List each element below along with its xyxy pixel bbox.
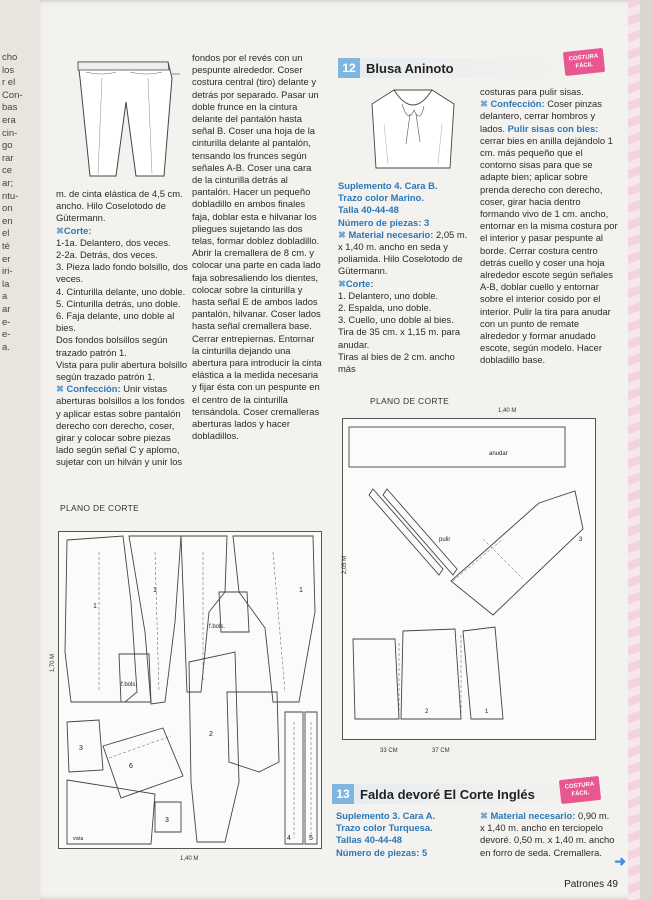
left-page-word: a. — [2, 341, 10, 353]
list-item: 1. Delantero, uno doble. — [338, 289, 439, 301]
costura-facil-badge: COSTURA FÁCIL — [563, 48, 605, 76]
left-page-word: la — [2, 278, 10, 290]
pants-illustration — [72, 58, 182, 178]
piece-label: 1 — [153, 587, 157, 594]
page-number: 49 — [606, 879, 618, 890]
piece-label: pulir — [439, 537, 451, 543]
plano-left-label: PLANO DE CORTE — [60, 503, 140, 513]
left-page-word: los — [2, 64, 15, 76]
piece-label: 6 — [129, 763, 133, 770]
list-item: 3. Pieza lado fondo bolsillo, dos veces. — [56, 261, 188, 285]
section-13-tallas: Tallas 40-44-48 — [336, 834, 403, 846]
section-13-supplement: Suplemento 3. Cara A. — [336, 810, 436, 821]
left-page-word: cho — [2, 52, 18, 63]
list-item: Dos fondos bolsillos según trazado patrón 1. — [56, 334, 168, 358]
material-heading: Material necesario: — [348, 228, 434, 240]
magazine-page — [40, 0, 640, 900]
magazine-name: Patrones — [564, 879, 605, 890]
col4-intro: costuras para pulir sisas. — [480, 86, 584, 97]
plano-left-height: 1,70 M — [50, 653, 57, 673]
page-edge-decoration — [628, 0, 640, 900]
list-item: 2. Espalda, uno doble. — [338, 302, 432, 314]
page-footer — [564, 879, 618, 890]
section-12-tallas: Talla 40-44-48 — [338, 204, 399, 216]
section-13-trazo: Trazo color Turquesa. — [336, 822, 433, 834]
cutting-layout-left — [58, 531, 322, 849]
list-item: 3. Cuello, uno doble al bies. — [338, 314, 454, 326]
plano-left-width: 1,40 M — [180, 856, 199, 862]
section-12-heading: Blusa Aninoto — [366, 60, 454, 76]
list-item: Vista para pulir abertura bolsillo según trazado patrón 1. — [56, 358, 188, 383]
plano-right-width: 1,40 M — [498, 408, 517, 414]
left-page-word: bas — [2, 102, 18, 114]
piece-label: 1 — [485, 709, 489, 715]
pulir-heading: Pulir sisas con bies: — [507, 122, 599, 134]
list-item: 4. Cinturilla delante, uno doble. — [56, 285, 186, 297]
list-item: 5. Cinturilla detrás, uno doble. — [56, 297, 181, 309]
plano-right-height: 2,05 M — [342, 555, 349, 575]
piece-label: anudar — [489, 451, 508, 457]
left-page-word: era — [2, 115, 16, 126]
list-item: Tiras al bies de 2 cm. ancho más — [338, 350, 455, 375]
left-page-word: cin- — [2, 127, 18, 139]
left-page-word: ce — [2, 165, 13, 177]
section-12-title — [338, 58, 454, 78]
section-13-title — [332, 784, 535, 804]
section-12-piezas: Número de piezas: 3 — [338, 216, 430, 228]
blouse-illustration — [358, 84, 468, 170]
section-13-details — [336, 810, 476, 859]
left-page-word: el — [2, 228, 10, 240]
piece-label: 2 — [209, 731, 213, 738]
left-page-edge — [0, 0, 40, 900]
left-page-word: go — [2, 140, 13, 152]
corte-list — [338, 290, 472, 375]
left-page-word: r el — [2, 77, 16, 89]
dim-right: 37 CM — [432, 748, 450, 754]
column-3: Suplemento 4. Cara B. Trazo color Marino. Talla 40-44-48 Número de piezas: 3 ✖ Material necesario: 2,05 m. x 1,40 m. ancho en seda y poliamida. Hilo Coselotodo de Gütermann. ✖Corte: 1. Delantero, uno doble. 2. Espalda, uno doble. 3. Cuello, uno doble al bies. Tira de 35 cm. x 1,15 m. para anudar. Tiras al bies de 2 cm. ancho más — [338, 180, 472, 375]
material-heading: Material necesario: — [490, 810, 576, 821]
piece-label: 3 — [579, 537, 583, 543]
piece-label: 3 — [165, 817, 169, 824]
left-page-word: té — [2, 241, 10, 252]
left-page-word: iri- — [2, 266, 13, 278]
left-page-word: rar — [2, 152, 14, 164]
plano-right-label: PLANO DE CORTE — [370, 396, 450, 406]
piece-label: 5 — [309, 835, 313, 842]
corte-heading: Corte: — [63, 224, 92, 236]
left-page-word: ntu- — [2, 190, 19, 202]
piece-label: f.bols. — [209, 624, 226, 630]
piece-label: 4 — [287, 835, 291, 842]
list-item: 6. Faja delante, uno doble al bies. — [56, 310, 175, 334]
piece-label: 3 — [79, 745, 83, 752]
col4-text2: Coser pinzas delantero, cerrar hombros y lados. — [480, 98, 602, 134]
corte-heading: Corte: — [345, 277, 374, 289]
dim-left: 33 CM — [380, 748, 398, 754]
cutting-layout-right — [342, 418, 596, 740]
costura-facil-badge: COSTURA FÁCIL — [559, 776, 601, 804]
left-page-word: e- — [2, 316, 11, 328]
confeccion-heading: Confección: — [490, 98, 545, 110]
col4-text3: cerrar bies en anilla dejándolo 1 cm. más pequeño que el contorno sisas para que se adapte bien; aplicar sobre prenda derecho con derecho, coser, girar hacia dentro formando vivo de 1 cm. ancho, entornar en la misma costura por el interior y pasar pespunte al borde. Cerrar costura centro detrás cuello y coser una hoja alrededor escote según señales A-B, doblar cuello y entornar sobre el interior cosido por el interior. Pulir la tira para anudar con un punto de remate alrededor y formar anudado escote, según modelo. Hacer dobladillo base. — [480, 134, 618, 366]
section-13-number: 13 — [332, 784, 354, 804]
list-item: Tira de 35 cm. x 1,15 m. para anudar. — [338, 326, 461, 350]
section-12-trazo: Trazo color Marino. — [338, 192, 424, 204]
left-page-word: on — [2, 203, 13, 215]
list-item: 1-1a. Delantero, dos veces. — [56, 236, 171, 248]
left-page-word: Con- — [2, 89, 23, 101]
piece-label: 1 — [299, 587, 303, 594]
confeccion-heading: Confección: — [66, 383, 121, 395]
section-13-piezas: Número de piezas: 5 — [336, 846, 428, 858]
column-4: costuras para pulir sisas. ✖ Confección: Coser pinzas delantero, cerrar hombros y lados. Pulir sisas con bies: cerrar bies en anilla dejándolo 1 cm. más pequeño que el contorno sisas para que se adapte bien; aplicar sobre prenda derecho con derecho, coser, girar hacia dentro formando vivo de 1 cm. ancho, entornar en la misma costura por el interior y pasar pespunte al borde. Cerrar costura centro detrás cuello y coser una hoja alrededor escote según señales A-B, doblar cuello y entornar sobre el interior cosido por el interior. Pulir la tira para anudar con un punto de remate alrededor y formar anudado escote, según modelo. Hacer dobladillo base. — [480, 86, 618, 366]
col1-intro: m. de cinta elástica de 4,5 cm. ancho. Hilo Coselotodo de Gütermann. — [56, 188, 183, 224]
piece-label: 2 — [425, 709, 429, 715]
confeccion-text: Unir vistas aberturas bolsillos a los fondos y aplicar estas sobre pantalón derecho con derecho, coser, girar y colocar sobre piezas lado según señal C y aplomo, sujetar con un hilván y unir los — [56, 383, 185, 468]
section-13-material: ✖ Material necesario: 0,90 m. x 1,40 m. ancho en terciopelo devoré. 0,50 m. x 1,40 m. ancho en forro de seda. Cremallera. — [480, 810, 615, 858]
list-item: 2-2a. Detrás, dos veces. — [56, 249, 158, 261]
section-13-heading: Falda devoré El Corte Inglés — [360, 786, 535, 802]
col2-text: fondos por el revés con un pespunte alrededor. Coser costura central (tiro) delante y detrás por separado. Pasar un doble frunce en la cintura delante del pantalón hasta señal B. Coser una hoja de la cinturilla delante al pantalón, tensando los frunces según señales A-B. Coser una cara de la cinturilla detrás al pantalón. Hacer un pequeño dobladillo en ambos finales faja, doblar esta e hilvanar los pliegues sujetando las dos telas, formar doblez dobladillo. Abrir la cremallera de 8 cm. y colocar una parte en cada lado faja sobresaliendo los dientes, colocar sobre la cinturilla y hasta señal E de ambos lados pantalón, hilvanar. Coser lados hasta señal cremallera base. Cerrar entrepiernas. Entornar la cinturilla dejando una abertura para introducir la cinta elástica a la medida necesaria y fijar ésta con un pespunte en el centro de la cinturilla tensándola. Coser cremalleras aberturas lados y hacer dobladillos. — [192, 52, 322, 442]
column-1: m. de cinta elástica de 4,5 cm. ancho. Hilo Coselotodo de Gütermann. ✖Corte: 1-1a. Delantero, dos veces. 2-2a. Detrás, dos veces. 3. Pieza lado fondo bolsillo, dos veces. 4. Cinturilla delante, uno doble. 5. Cinturilla detrás, uno doble. 6. Faja delante, uno doble al bies. Dos fondos bolsillos según trazado patrón 1. Vista para pulir abertura bolsillo según trazado patrón 1. ✖ Confección: Unir vistas aberturas bolsillos a los fondos y aplicar estas sobre pantalón derecho con derecho, coser, girar y colocar sobre piezas lado según señal C y aplomo, sujetar con un hilván y unir los — [56, 188, 188, 468]
piece-label: f.bols. — [121, 682, 138, 688]
piece-label: 1 — [93, 603, 97, 610]
material-text: 2,05 m. x 1,40 m. ancho en seda y poliamida. Hilo Coselotodo de Gütermann. — [338, 228, 468, 277]
section-12-number: 12 — [338, 58, 360, 78]
left-page-word: en — [2, 215, 13, 227]
material-text: 0,90 m. x 1,40 m. ancho en terciopelo devoré. 0,50 m. x 1,40 m. ancho en forro de seda. Cremallera. — [480, 810, 615, 858]
left-page-word: ar; — [2, 178, 14, 189]
section-12-supplement: Suplemento 4. Cara B. — [338, 180, 438, 191]
left-page-word: er — [2, 253, 11, 265]
left-page-word: e- — [2, 329, 11, 341]
left-page-word: ar — [2, 304, 11, 315]
continue-arrow-icon: ➜ — [614, 853, 626, 869]
corte-list — [56, 237, 188, 383]
piece-label: vista — [73, 836, 84, 842]
left-page-word: a — [2, 291, 8, 303]
column-2 — [192, 52, 324, 443]
